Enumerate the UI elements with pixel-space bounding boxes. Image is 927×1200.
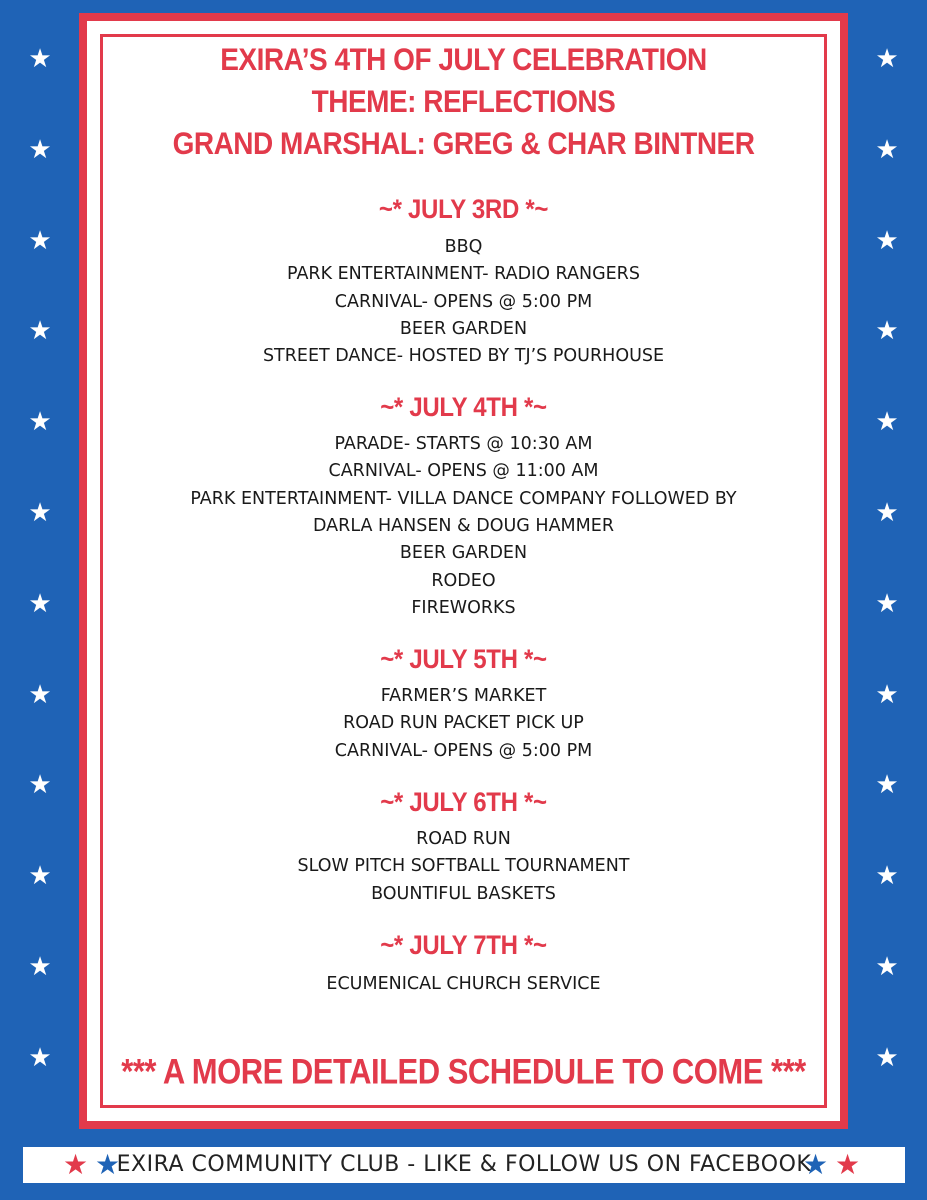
star-icon: ★ [875, 861, 899, 892]
schedule-item: PARK ENTERTAINMENT- RADIO RANGERS [287, 264, 640, 285]
star-icon: ★ [875, 588, 899, 619]
star-icon: ★ [63, 1148, 89, 1181]
star-icon: ★ [803, 1148, 829, 1181]
star-icon: ★ [875, 134, 899, 165]
schedule-item: ROAD RUN PACKET PICK UP [343, 713, 584, 734]
event-theme: THEME: REFLECTIONS [311, 84, 616, 119]
star-icon: ★ [28, 498, 52, 528]
star-icon: ★ [28, 952, 52, 982]
star-icon: ★ [835, 1148, 861, 1181]
star-icon: ★ [875, 498, 899, 528]
schedule-item: BEER GARDEN [399, 318, 528, 339]
schedule-item: BEER GARDEN [399, 543, 528, 564]
day-heading: ~* JULY 7TH *~ [380, 930, 547, 961]
star-icon: ★ [875, 679, 899, 710]
grand-marshal: GRAND MARSHAL: GREG & CHAR BINTNER [172, 126, 755, 161]
event-title: EXIRA’S 4TH OF JULY CELEBRATION [220, 42, 707, 77]
star-icon: ★ [28, 1042, 52, 1073]
star-icon: ★ [95, 1148, 121, 1181]
facebook-banner [23, 1147, 905, 1183]
schedule-item: CARNIVAL- OPENS @ 5:00 PM [334, 740, 593, 761]
star-icon: ★ [28, 861, 52, 892]
star-icon: ★ [28, 588, 52, 619]
day-heading: ~* JULY 5TH *~ [380, 644, 547, 675]
schedule-item: CARNIVAL- OPENS @ 5:00 PM [334, 291, 593, 312]
schedule-item: BBQ [444, 237, 483, 257]
schedule-item: BOUNTIFUL BASKETS [371, 883, 556, 904]
star-icon: ★ [875, 225, 899, 256]
schedule-item: FARMER’S MARKET [380, 686, 547, 706]
schedule-item: PARADE- STARTS @ 10:30 AM [334, 434, 593, 454]
star-icon: ★ [875, 770, 899, 801]
schedule-item: ECUMENICAL CHURCH SERVICE [326, 974, 601, 994]
day-heading: ~* JULY 4TH *~ [380, 392, 547, 423]
star-icon: ★ [28, 134, 52, 165]
star-icon: ★ [875, 952, 899, 982]
star-icon: ★ [28, 316, 52, 347]
schedule-item: RODEO [431, 570, 496, 591]
day-heading: ~* JULY 6TH *~ [380, 787, 547, 818]
schedule-item: FIREWORKS [411, 597, 516, 618]
star-icon: ★ [28, 44, 52, 74]
schedule-item: CARNIVAL- OPENS @ 11:00 AM [328, 461, 599, 482]
day-heading: ~* JULY 3RD *~ [378, 194, 549, 225]
star-icon: ★ [875, 44, 899, 74]
star-icon: ★ [875, 1042, 899, 1073]
schedule-item: ROAD RUN [416, 829, 511, 849]
star-icon: ★ [28, 225, 52, 256]
star-icon: ★ [28, 407, 52, 438]
star-icon: ★ [28, 679, 52, 710]
star-icon: ★ [28, 770, 52, 801]
schedule-item: SLOW PITCH SOFTBALL TOURNAMENT [297, 856, 630, 877]
star-icon: ★ [875, 316, 899, 347]
schedule-note: *** A MORE DETAILED SCHEDULE TO COME *** [121, 1051, 806, 1092]
star-icon: ★ [875, 407, 899, 438]
schedule-item: DARLA HANSEN & DOUG HAMMER [313, 515, 614, 536]
schedule-item: STREET DANCE- HOSTED BY TJ’S POURHOUSE [262, 346, 665, 367]
banner-text: EXIRA COMMUNITY CLUB - LIKE & FOLLOW US ON FACEBOOK [116, 1152, 812, 1177]
schedule-item: PARK ENTERTAINMENT- VILLA DANCE COMPANY FOLLOWED BY [190, 488, 737, 509]
